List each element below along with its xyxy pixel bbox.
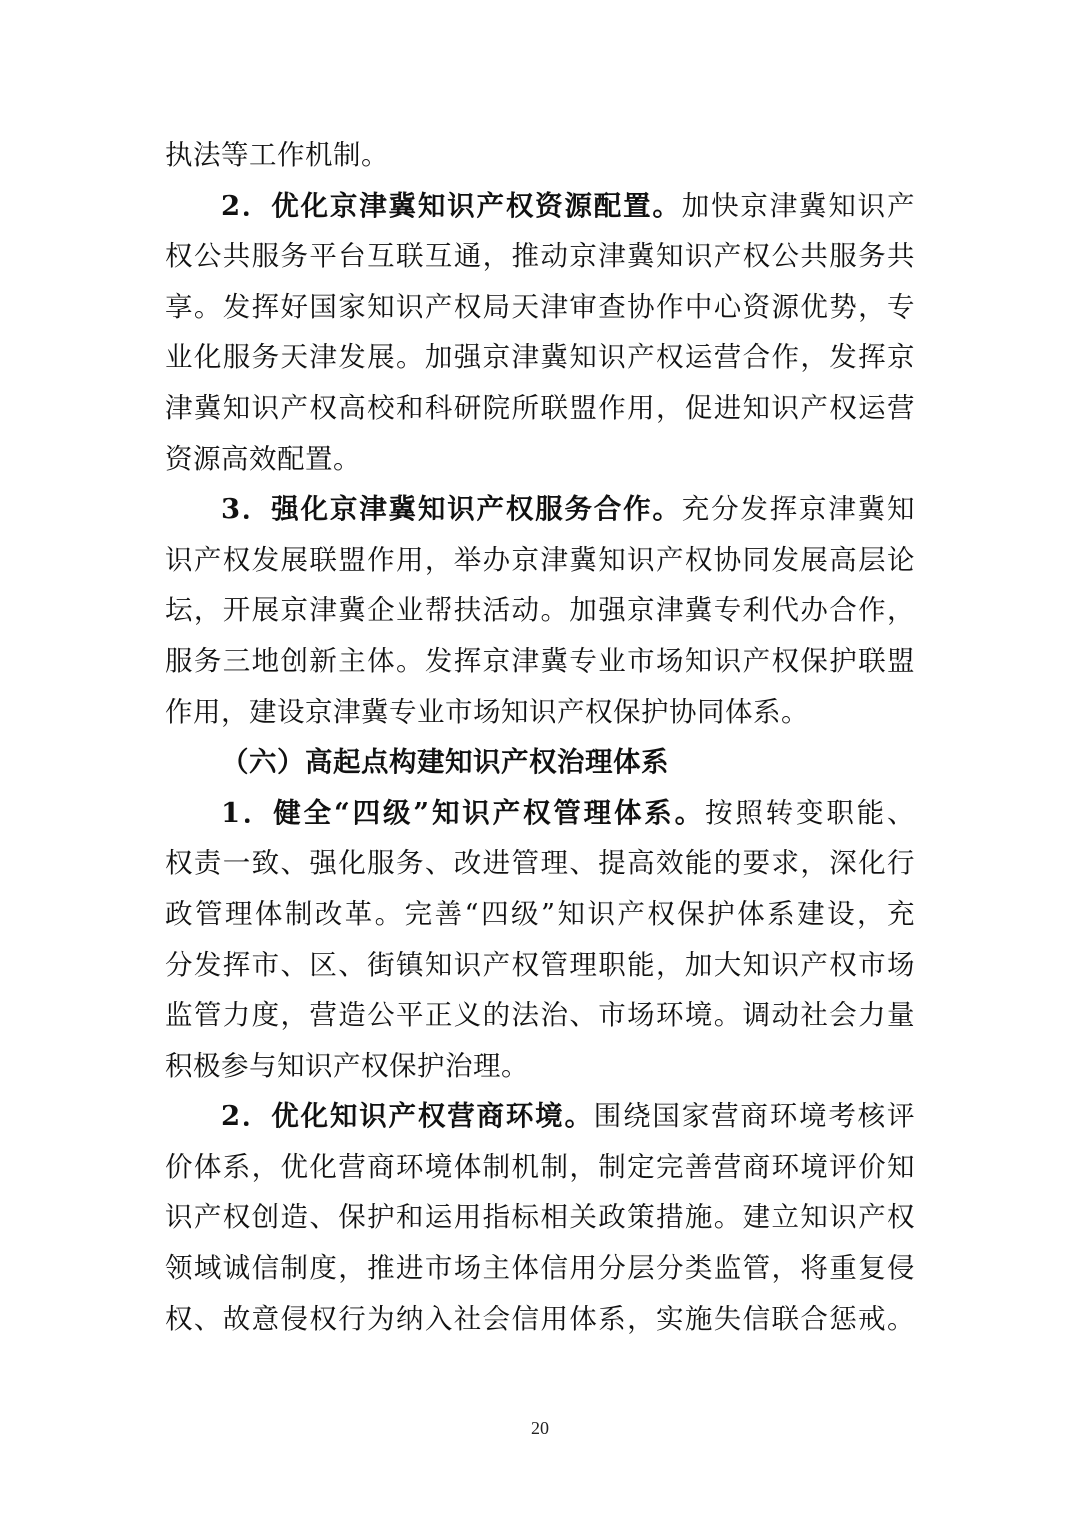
text-line: 2．优化京津冀知识产权资源配置。加快京津冀知识产 bbox=[221, 189, 916, 222]
item-heading: 2．优化知识产权营商环境。 bbox=[221, 1100, 594, 1133]
text-line: 1．健全“四级”知识产权管理体系。按照转变职能、 bbox=[221, 796, 915, 829]
item-heading: 3．强化京津冀知识产权服务合作。 bbox=[221, 493, 682, 526]
text-line: 监管力度，营造公平正义的法治、市场环境。调动社会力量 bbox=[165, 999, 915, 1032]
text-line: 权责一致、强化服务、改进管理、提高效能的要求，深化行 bbox=[165, 847, 915, 880]
section-heading: （六）高起点构建知识产权治理体系 bbox=[221, 746, 669, 779]
text-line: 分发挥市、区、街镇知识产权管理职能，加大知识产权市场 bbox=[165, 948, 915, 981]
text-line: 业化服务天津发展。加强京津冀知识产权运营合作，发挥京 bbox=[165, 341, 915, 374]
text-line: 作用，建设京津冀专业市场知识产权保护协同体系。 bbox=[165, 695, 809, 728]
text-line: 服务三地创新主体。发挥京津冀专业市场知识产权保护联盟 bbox=[165, 644, 915, 677]
text-line: 价体系，优化营商环境体制机制，制定完善营商环境评价知 bbox=[165, 1150, 915, 1183]
text-line: 权、故意侵权行为纳入社会信用体系，实施失信联合惩戒。 bbox=[165, 1302, 915, 1335]
text-line: 积极参与知识产权保护治理。 bbox=[165, 1049, 529, 1082]
text-line: 3．强化京津冀知识产权服务合作。充分发挥京津冀知 bbox=[221, 493, 916, 526]
text-line: 识产权创造、保护和运用指标相关政策措施。建立知识产权 bbox=[165, 1201, 915, 1234]
page-number: 20 bbox=[531, 1418, 549, 1438]
text-line: 领域诚信制度，推进市场主体信用分层分类监管，将重复侵 bbox=[165, 1252, 915, 1285]
item-heading: 1．健全“四级”知识产权管理体系。 bbox=[221, 796, 705, 829]
item-heading: 2．优化京津冀知识产权资源配置。 bbox=[221, 189, 682, 222]
text-line: 权公共服务平台互联互通，推动京津冀知识产权公共服务共 bbox=[165, 240, 915, 273]
text-line: 享。发挥好国家知识产权局天津审查协作中心资源优势，专 bbox=[165, 290, 915, 323]
text-line: 执法等工作机制。 bbox=[165, 139, 389, 171]
text-line: 2．优化知识产权营商环境。围绕国家营商环境考核评 bbox=[221, 1100, 915, 1133]
text-line: 坛，开展京津冀企业帮扶活动。加强京津冀专利代办合作， bbox=[165, 594, 915, 627]
text-line: 识产权发展联盟作用，举办京津冀知识产权协同发展高层论 bbox=[165, 543, 915, 576]
text-line: 资源高效配置。 bbox=[165, 442, 361, 475]
text-line: 政管理体制改革。完善“四级”知识产权保护体系建设，充 bbox=[165, 897, 915, 930]
body-text bbox=[165, 130, 915, 1344]
text-line: 津冀知识产权高校和科研院所联盟作用，促进知识产权运营 bbox=[165, 391, 915, 424]
